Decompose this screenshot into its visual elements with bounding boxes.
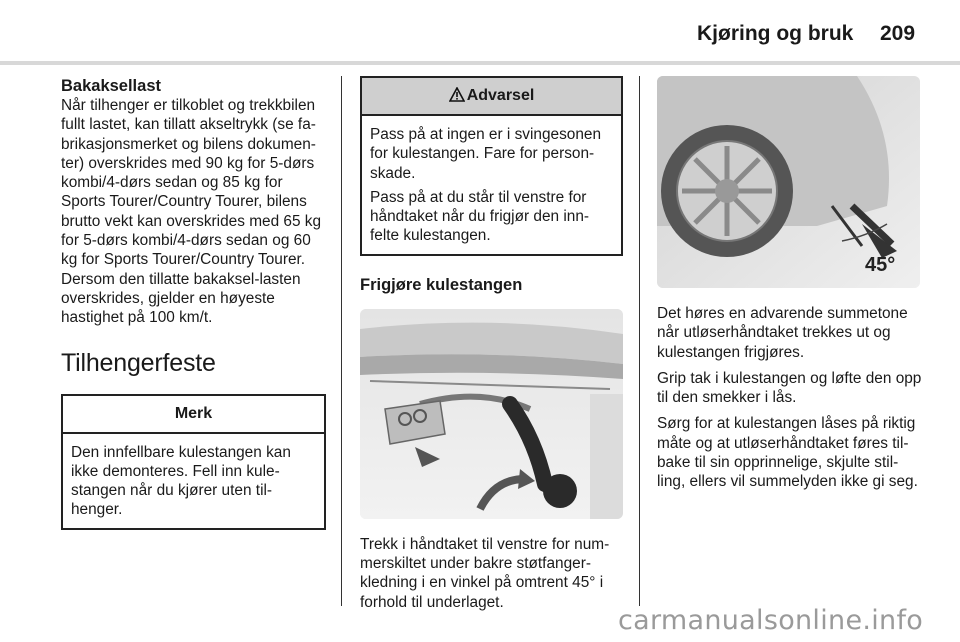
column-divider-2 [639, 76, 640, 606]
column-divider-1 [341, 76, 342, 606]
section-title: Tilhengerfeste [61, 348, 216, 377]
watermark: carmanualsonline.info [618, 605, 924, 636]
col3-text-1: Det høres en advarende summetone når utløserhåndtaket trekkes ut og kulestangen frigjøres. [657, 305, 908, 361]
note-title: Merk [63, 396, 324, 434]
release-heading: Frigjøre kulestangen [360, 275, 523, 294]
col3-text-2: Grip tak i kulestangen og løfte den opp til den smekker i lås. [657, 369, 922, 407]
warning-text-1: Pass på at ingen er i svingesonen for kulestangen. Fare for person-skade. [370, 126, 602, 182]
warning-triangle-icon [449, 80, 465, 116]
page-number: 209 [880, 22, 916, 45]
wheel-release-angle-illustration [657, 76, 920, 288]
warning-text-2: Pass på at du står til venstre for håndtaket når du frigjør den inn-felte kulestangen. [370, 188, 590, 245]
tow-bar-release-illustration [360, 309, 623, 519]
note-box [61, 394, 326, 530]
col3-text-3: Sørg for at kulestangen låses på riktig måte og at utløserhåndtaket føres til-bake til sin opprinnelige, skjulte stil-ling, ellers vil summelyden ikke gi seg. [657, 415, 918, 491]
warning-title: Advarsel [466, 87, 535, 104]
column-1 [61, 76, 326, 530]
release-text: Trekk i håndtaket til venstre for num-merskiltet under bakre støtfanger-kledning i en vinkel på omtrent 45° i forhold til underlaget. [360, 535, 610, 611]
rear-axle-heading: Bakaksellast [61, 77, 161, 95]
column-3 [657, 76, 922, 499]
warning-box [360, 76, 623, 256]
header-title: Kjøring og bruk [697, 22, 854, 45]
note-text: Den innfellbare kulestangen kan ikke demonteres. Fell inn kule-stangen når du kjører uten til-henger. [71, 443, 291, 519]
column-2 [360, 76, 623, 619]
page-header [0, 22, 960, 54]
warning-header [362, 78, 621, 116]
rear-axle-text: Når tilhenger er tilkoblet og trekkbilen fullt lastet, kan tillatt akseltrykk (se fa-brikasjonsmerket og bilens dokumen-ter) overskrides med 90 kg for 5-dørs kombi/4-dørs sedan og 85 kg for Sports Tourer/Country Tourer, bilens brutto vekt kan overskrides med 65 kg for 5-dørs kombi/4-dørs sedan og 60 kg for Sports Tourer/Country Tourer. Dersom den tillatte bakaksel-lasten overskrides, gjelder en høyeste hastighet på 100 km/t. [61, 97, 322, 327]
angle-label: 45° [865, 254, 896, 276]
header-rule [0, 61, 960, 65]
